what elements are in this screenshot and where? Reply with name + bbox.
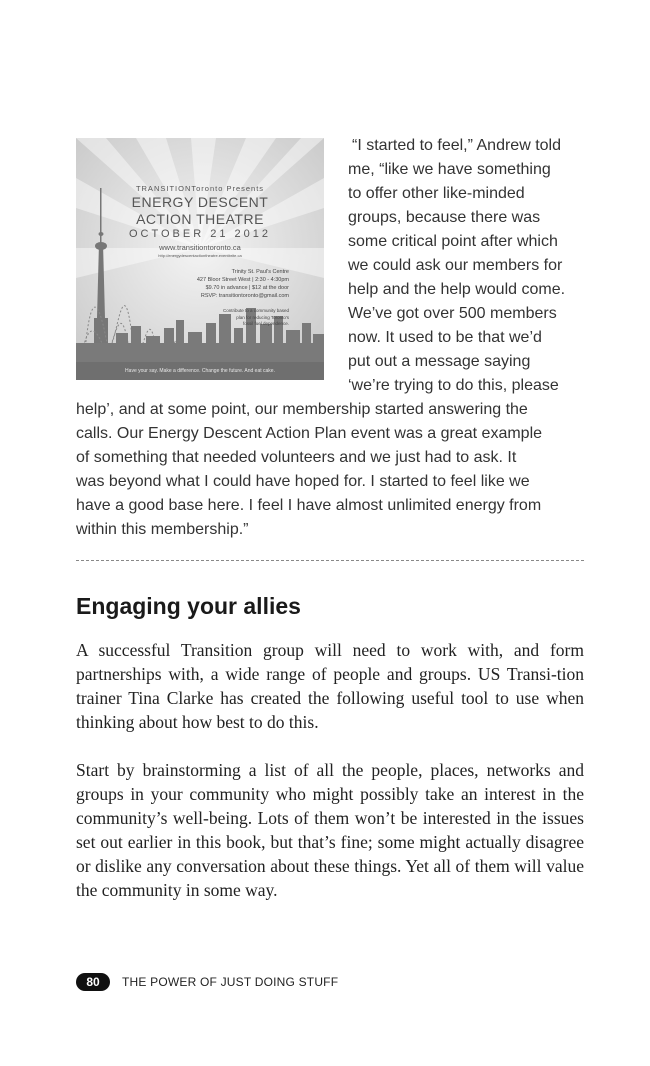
poster-url-small: http://energydescentactiontheatre.eventbrite.ca <box>158 253 242 258</box>
poster-venue-details <box>172 268 289 300</box>
poster-venue-line: 427 Bloor Street West | 2:30 - 4:30pm <box>196 277 289 283</box>
poster-venue-line: $9.70 in advance | $12 at the door <box>205 285 289 291</box>
poster-venue-line: RSVP: transitiontoronto@gmail.com <box>200 293 289 299</box>
quote-line: now. It used to be that we’d <box>348 329 542 346</box>
quote-line: me, “like we have something <box>348 161 551 178</box>
body-paragraph: Start by brainstorming a list of all the people, places, networks and groups in your community who might possibly take an interest in the community’s well-being. Lots of them won’t be interested in the issues set out earlier in this book, but that’s fine; some might actually disagree or dislike any conversation about these things. Yet all of them will value the community in some way. <box>76 760 584 900</box>
quote-line: help and the help would come. <box>348 281 566 298</box>
poster-date: OCTOBER 21 2012 <box>128 228 271 240</box>
poster-contribute-line: fossil fuel dependence. <box>242 321 289 326</box>
quote-line: “I started to feel,” Andrew told <box>352 137 561 154</box>
quote-line: help’, and at some point, our membership started answering the <box>76 401 528 418</box>
quote-line: some critical point after which <box>348 233 558 250</box>
page-footer <box>76 972 338 992</box>
page-number-badge: 80 <box>76 973 110 991</box>
quote-line: to offer other like-minded <box>348 185 525 202</box>
quote-line: We’ve got over 500 members <box>348 305 557 322</box>
quote-line: groups, because there was <box>348 209 541 226</box>
section-divider <box>76 560 584 561</box>
quote-line: was beyond what I could have hoped for. I started to feel like we <box>76 473 530 490</box>
quote-line: ‘we’re trying to do this, please <box>348 377 559 394</box>
poster-presents: TRANSITIONToronto Presents <box>135 184 265 193</box>
section-heading: Engaging your allies <box>76 593 301 619</box>
poster-url: www.transitiontoronto.ca <box>159 243 241 252</box>
poster-artwork <box>76 138 324 380</box>
quote-line: we could ask our members for <box>348 257 563 274</box>
event-poster-image <box>76 138 324 380</box>
quote-line: have a good base here. I feel I have almost unlimited energy from <box>76 497 542 514</box>
running-title: THE POWER OF JUST DOING STUFF <box>122 975 339 989</box>
quote-line: of something that needed volunteers and we just had to ask. It <box>76 449 517 466</box>
poster-contribute-line: plan for reducing Toronto's <box>236 314 289 320</box>
quote-line: put out a message saying <box>348 353 531 370</box>
poster-contribute-text <box>172 308 289 328</box>
body-paragraph: A successful Transition group will need to work with, and form partnerships with, a wide range of people and groups. US Transi-tion trainer Tina Clarke has created the following useful tool to use when thinking about how best to do this. <box>76 640 584 732</box>
poster-footer-tagline: Have your say. Make a difference. Change the future. And eat cake. <box>125 368 275 374</box>
poster-venue-line: Trinity St. Paul's Centre <box>231 269 289 275</box>
quote-line: calls. Our Energy Descent Action Plan event was a great example <box>76 425 543 442</box>
poster-title-line2: ACTION THEATRE <box>136 211 264 227</box>
poster-contribute-line: Contribute to a community based <box>222 308 289 313</box>
poster-title-line1: ENERGY DESCENT <box>131 194 269 210</box>
quote-line: within this membership.” <box>76 521 249 538</box>
